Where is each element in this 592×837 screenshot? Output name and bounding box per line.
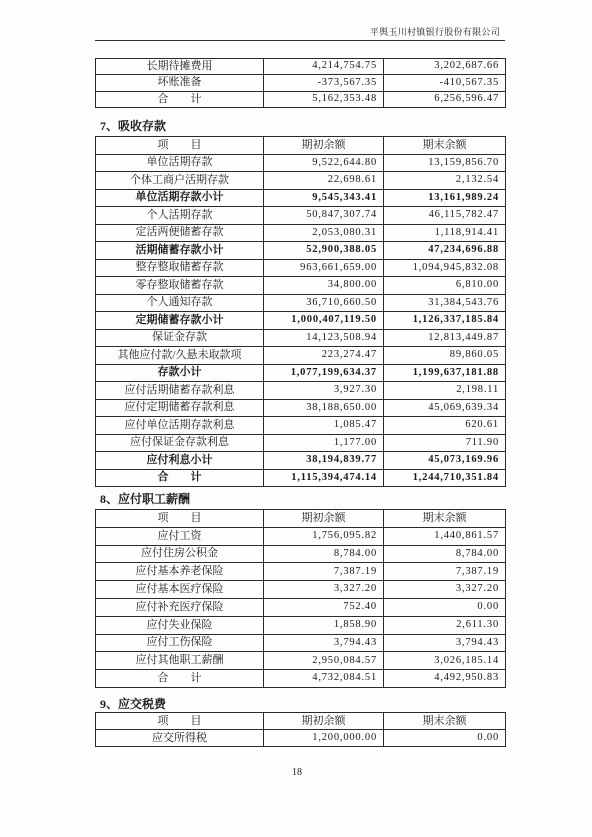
item-cell: 合 计 xyxy=(96,670,264,688)
item-cell: 应付工资 xyxy=(96,527,264,545)
section-title-deposits: 7、吸收存款 xyxy=(100,119,167,133)
table-row xyxy=(96,670,506,688)
item-cell: 个体工商户活期存款 xyxy=(96,172,264,190)
item-cell: 单位活期存款 xyxy=(96,154,264,172)
closing-balance-cell: 3,794.43 xyxy=(384,634,506,652)
header-rule xyxy=(95,40,505,41)
item-cell: 定期储蓄存款小计 xyxy=(96,312,264,330)
subtotal-row xyxy=(96,242,506,260)
header-row xyxy=(96,137,506,155)
closing-balance-cell: 0.00 xyxy=(384,730,506,747)
opening-balance-cell: 1,000,407,119.50 xyxy=(264,312,384,330)
closing-balance-cell: 1,118,914.41 xyxy=(384,224,506,242)
item-cell: 应付保证金存款利息 xyxy=(96,434,264,452)
item-cell: 应付基本养老保险 xyxy=(96,563,264,581)
item-cell: 个人活期存款 xyxy=(96,207,264,225)
subtotal-row xyxy=(96,312,506,330)
opening-balance-cell: 14,123,508.94 xyxy=(264,329,384,347)
company-header: 平舆玉川村镇银行股份有限公司 xyxy=(369,27,500,37)
table-row xyxy=(96,563,506,581)
closing-balance-cell: 3,202,687.66 xyxy=(384,59,506,75)
closing-balance-cell: 1,126,337,185.84 xyxy=(384,312,506,330)
opening-balance-cell: 50,847,307.74 xyxy=(264,207,384,225)
table-row xyxy=(96,172,506,190)
closing-balance-cell: 1,244,710,351.84 xyxy=(384,469,506,487)
table-row xyxy=(96,434,506,452)
opening-balance-cell: 963,661,659.00 xyxy=(264,259,384,277)
opening-balance-cell: 34,800.00 xyxy=(264,277,384,295)
item-column-header: 项 目 xyxy=(96,137,264,155)
subtotal-row xyxy=(96,469,506,487)
item-cell: 其他应付款/久悬未取款项 xyxy=(96,347,264,365)
opening-balance-cell: 1,756,095.82 xyxy=(264,527,384,545)
item-cell: 应付单位活期存款利息 xyxy=(96,417,264,435)
item-cell: 个人通知存款 xyxy=(96,294,264,312)
closing-balance-cell: 2,132.54 xyxy=(384,172,506,190)
opening-balance-cell: 752.40 xyxy=(264,598,384,616)
table-row xyxy=(96,527,506,545)
table-row xyxy=(96,294,506,312)
item-cell: 应付活期储蓄存款利息 xyxy=(96,382,264,400)
table-row xyxy=(96,277,506,295)
opening-balance-cell: 3,327.20 xyxy=(264,581,384,599)
table-row xyxy=(96,545,506,563)
item-cell: 整存整取储蓄存款 xyxy=(96,259,264,277)
opening-balance-column-header: 期初余额 xyxy=(264,713,384,730)
employee-payroll-table xyxy=(95,509,506,688)
item-cell: 坏账准备 xyxy=(96,75,264,91)
item-cell: 零存整取储蓄存款 xyxy=(96,277,264,295)
continued-balance-table xyxy=(95,58,506,108)
item-cell: 长期待摊费用 xyxy=(96,59,264,75)
closing-balance-cell: 2,611.30 xyxy=(384,616,506,634)
subtotal-row xyxy=(96,189,506,207)
table-row xyxy=(96,259,506,277)
item-cell: 活期储蓄存款小计 xyxy=(96,242,264,260)
table-row xyxy=(96,616,506,634)
closing-balance-cell: 0.00 xyxy=(384,598,506,616)
closing-balance-cell: 3,327.20 xyxy=(384,581,506,599)
subtotal-row xyxy=(96,364,506,382)
table-row xyxy=(96,581,506,599)
opening-balance-cell: 3,927.30 xyxy=(264,382,384,400)
opening-balance-cell: 3,794.43 xyxy=(264,634,384,652)
table-row xyxy=(96,75,506,91)
opening-balance-cell: 1,085.47 xyxy=(264,417,384,435)
table-row xyxy=(96,329,506,347)
item-cell: 应付基本医疗保险 xyxy=(96,581,264,599)
closing-balance-cell: 45,073,169.96 xyxy=(384,452,506,470)
opening-balance-cell: 1,177.00 xyxy=(264,434,384,452)
header-row xyxy=(96,510,506,528)
table-row xyxy=(96,382,506,400)
item-cell: 单位活期存款小计 xyxy=(96,189,264,207)
subtotal-row xyxy=(96,452,506,470)
closing-balance-column-header: 期末余额 xyxy=(384,510,506,528)
opening-balance-cell: 9,522,644.80 xyxy=(264,154,384,172)
item-cell: 应付定期储蓄存款利息 xyxy=(96,399,264,417)
table-row xyxy=(96,634,506,652)
closing-balance-cell: 46,115,782.47 xyxy=(384,207,506,225)
opening-balance-cell: 36,710,660.50 xyxy=(264,294,384,312)
item-cell: 应付利息小计 xyxy=(96,452,264,470)
opening-balance-cell: 1,200,000.00 xyxy=(264,730,384,747)
closing-balance-cell: 89,860.05 xyxy=(384,347,506,365)
opening-balance-cell: -373,567.35 xyxy=(264,75,384,91)
closing-balance-cell: 31,384,543.76 xyxy=(384,294,506,312)
opening-balance-cell: 38,194,839.77 xyxy=(264,452,384,470)
table-row xyxy=(96,598,506,616)
opening-balance-cell: 4,214,754.75 xyxy=(264,59,384,75)
opening-balance-column-header: 期初余额 xyxy=(264,137,384,155)
table-row xyxy=(96,730,506,747)
closing-balance-cell: 7,387.19 xyxy=(384,563,506,581)
opening-balance-cell: 22,698.61 xyxy=(264,172,384,190)
header-row xyxy=(96,713,506,730)
closing-balance-cell: 1,094,945,832.08 xyxy=(384,259,506,277)
closing-balance-cell: 4,492,950.83 xyxy=(384,670,506,688)
opening-balance-cell: 1,115,394,474.14 xyxy=(264,469,384,487)
table-row xyxy=(96,154,506,172)
closing-balance-cell: 8,784.00 xyxy=(384,545,506,563)
table-row xyxy=(96,224,506,242)
closing-balance-cell: 1,440,861.57 xyxy=(384,527,506,545)
section-title-taxes-payable: 9、应交税费 xyxy=(100,697,167,711)
opening-balance-cell: 5,162,353.48 xyxy=(264,91,384,107)
deposits-table xyxy=(95,136,506,487)
closing-balance-cell: 13,159,856.70 xyxy=(384,154,506,172)
table-row xyxy=(96,652,506,670)
item-cell: 应交所得税 xyxy=(96,730,264,747)
item-cell: 存款小计 xyxy=(96,364,264,382)
closing-balance-column-header: 期末余额 xyxy=(384,137,506,155)
closing-balance-cell: 6,810.00 xyxy=(384,277,506,295)
opening-balance-cell: 223,274.47 xyxy=(264,347,384,365)
opening-balance-cell: 1,077,199,634.37 xyxy=(264,364,384,382)
opening-balance-cell: 2,053,080.31 xyxy=(264,224,384,242)
item-cell: 应付补充医疗保险 xyxy=(96,598,264,616)
item-cell: 合 计 xyxy=(96,91,264,107)
closing-balance-cell: 47,234,696.88 xyxy=(384,242,506,260)
opening-balance-cell: 38,188,650.00 xyxy=(264,399,384,417)
opening-balance-cell: 52,900,388.05 xyxy=(264,242,384,260)
closing-balance-cell: 6,256,596.47 xyxy=(384,91,506,107)
item-cell: 应付住房公积金 xyxy=(96,545,264,563)
table-row xyxy=(96,417,506,435)
closing-balance-cell: 711.90 xyxy=(384,434,506,452)
taxes-payable-table xyxy=(95,712,506,747)
opening-balance-cell: 7,387.19 xyxy=(264,563,384,581)
closing-balance-cell: 2,198.11 xyxy=(384,382,506,400)
opening-balance-cell: 8,784.00 xyxy=(264,545,384,563)
item-cell: 合 计 xyxy=(96,469,264,487)
closing-balance-cell: -410,567.35 xyxy=(384,75,506,91)
item-column-header: 项 目 xyxy=(96,510,264,528)
table-row xyxy=(96,91,506,107)
opening-balance-column-header: 期初余额 xyxy=(264,510,384,528)
closing-balance-cell: 620.61 xyxy=(384,417,506,435)
closing-balance-cell: 45,069,639.34 xyxy=(384,399,506,417)
item-cell: 应付工伤保险 xyxy=(96,634,264,652)
item-cell: 应付失业保险 xyxy=(96,616,264,634)
table-row xyxy=(96,399,506,417)
closing-balance-cell: 1,199,637,181.88 xyxy=(384,364,506,382)
opening-balance-cell: 2,950,084.57 xyxy=(264,652,384,670)
table-row xyxy=(96,207,506,225)
closing-balance-cell: 12,813,449.87 xyxy=(384,329,506,347)
item-cell: 保证金存款 xyxy=(96,329,264,347)
opening-balance-cell: 1,858.90 xyxy=(264,616,384,634)
table-row xyxy=(96,59,506,75)
opening-balance-cell: 9,545,343.41 xyxy=(264,189,384,207)
closing-balance-column-header: 期末余额 xyxy=(384,713,506,730)
item-cell: 应付其他职工薪酬 xyxy=(96,652,264,670)
section-title-employee-payroll: 8、应付职工薪酬 xyxy=(100,492,191,506)
item-column-header: 项 目 xyxy=(96,713,264,730)
page-number: 18 xyxy=(292,767,302,778)
table-row xyxy=(96,347,506,365)
opening-balance-cell: 4,732,084.51 xyxy=(264,670,384,688)
item-cell: 定活两便储蓄存款 xyxy=(96,224,264,242)
closing-balance-cell: 13,161,989.24 xyxy=(384,189,506,207)
closing-balance-cell: 3,026,185.14 xyxy=(384,652,506,670)
